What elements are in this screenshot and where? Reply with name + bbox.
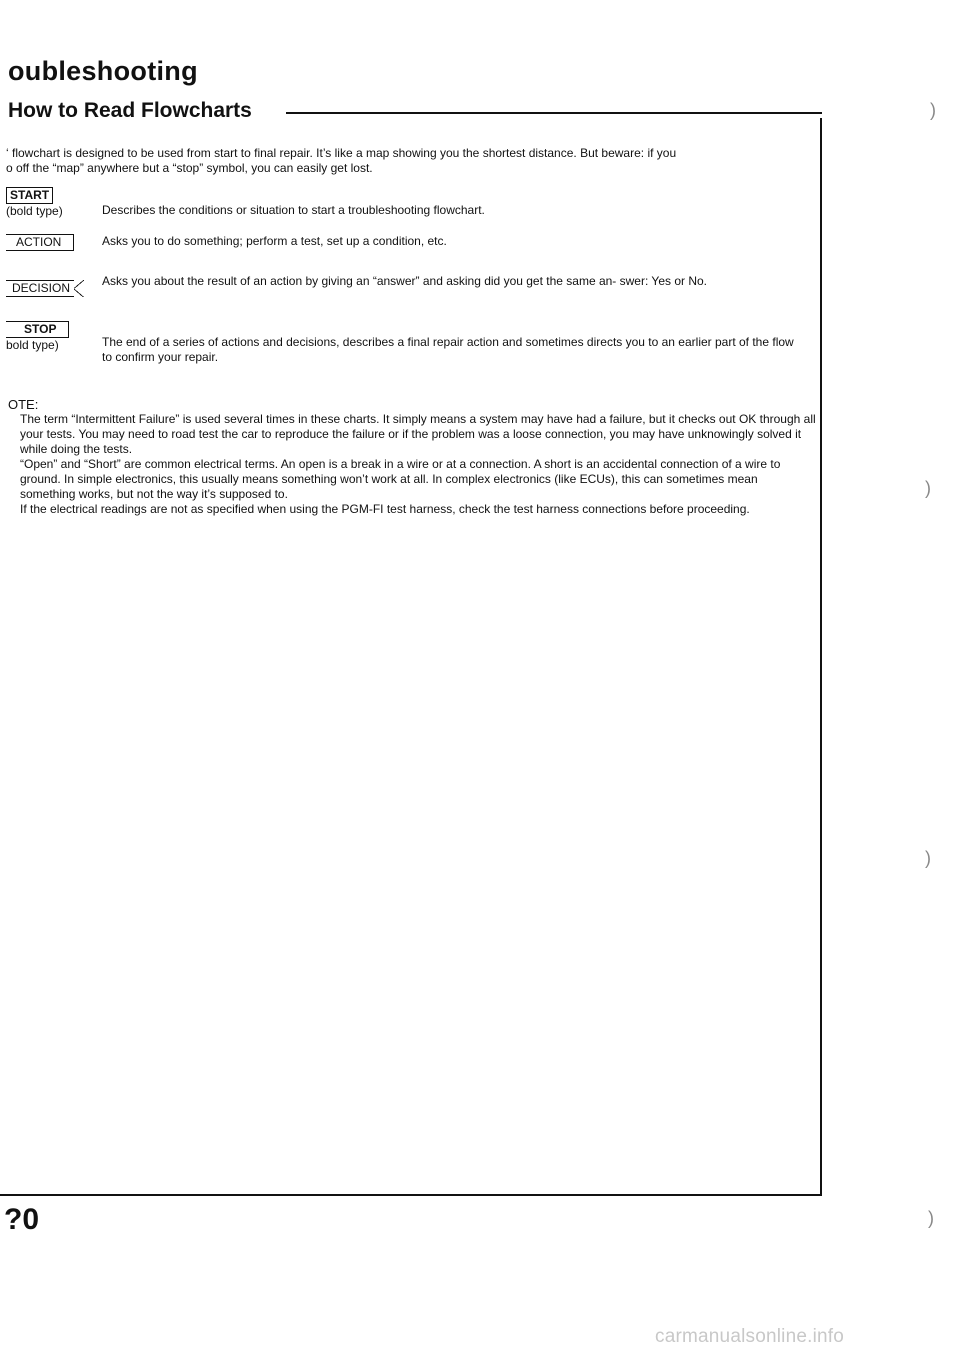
section-title: How to Read Flowcharts [8, 99, 252, 122]
action-symbol [6, 234, 74, 251]
note-paragraph-intermittent: The term “Intermittent Failure” is used several times in these charts. It simply means a system may have had a failure, but it checks out OK through all your tests. You may need to road test the car to reproduce the failure or if the problem was a loose connection, you may have unknowingly solved it while doing the tests. [20, 412, 816, 456]
intro-line-1: ‘ flowchart is designed to be used from start to final repair. It’s like a map showing you the shortest distance. But beware: if you [6, 146, 677, 160]
stop-box: STOP [6, 321, 69, 338]
stop-description: The end of a series of actions and decisions, describes a final repair action and sometimes directs you to an earlier part of the flow to confirm your repair. [102, 335, 794, 364]
margin-mark: ) [925, 478, 931, 498]
note-paragraph-open-short: “Open” and “Short” are common electrical terms. An open is a break in a wire or at a connection. A short is an accidental connection of a wire to ground. In simple electronics, this usually means something won’t work at all. In complex electronics (like ECUs), this can sometimes mean something works, but not the way it’s supposed to. [20, 457, 781, 501]
start-box: START [6, 187, 53, 204]
title-rule [286, 112, 822, 114]
start-symbol [6, 187, 63, 219]
action-description: Asks you to do something; perform a test, set up a condition, etc. [102, 234, 447, 248]
margin-mark: ) [925, 848, 931, 868]
frame-bottom-border [0, 1194, 822, 1196]
page-number: ?0 [4, 1203, 40, 1236]
decision-box: DECISION [6, 280, 74, 297]
start-description: Describes the conditions or situation to start a troubleshooting flowchart. [102, 203, 485, 217]
margin-mark: ) [930, 100, 936, 120]
stop-symbol [6, 321, 69, 353]
note-body [20, 412, 816, 517]
note-paragraph-pgm-fi: If the electrical readings are not as specified when using the PGM-FI test harness, check the test harness connections before proceeding. [20, 502, 750, 516]
decision-description: Asks you about the result of an action by giving an “answer” and asking did you get the same an- swer: Yes or No. [102, 274, 708, 288]
intro-line-2: o off the “map” anywhere but a “stop” symbol, you can easily get lost. [6, 161, 373, 175]
action-box: ACTION [6, 234, 74, 251]
margin-mark: ) [928, 1208, 934, 1228]
watermark: carmanualsonline.info [655, 1326, 845, 1347]
note-label: OTE: [8, 397, 39, 412]
page-title: oubleshooting [8, 56, 198, 86]
stop-subtitle: bold type) [6, 338, 59, 352]
start-subtitle: (bold type) [6, 204, 63, 218]
intro-paragraph [6, 146, 816, 176]
decision-symbol [6, 280, 74, 297]
frame-right-border [820, 118, 822, 1196]
